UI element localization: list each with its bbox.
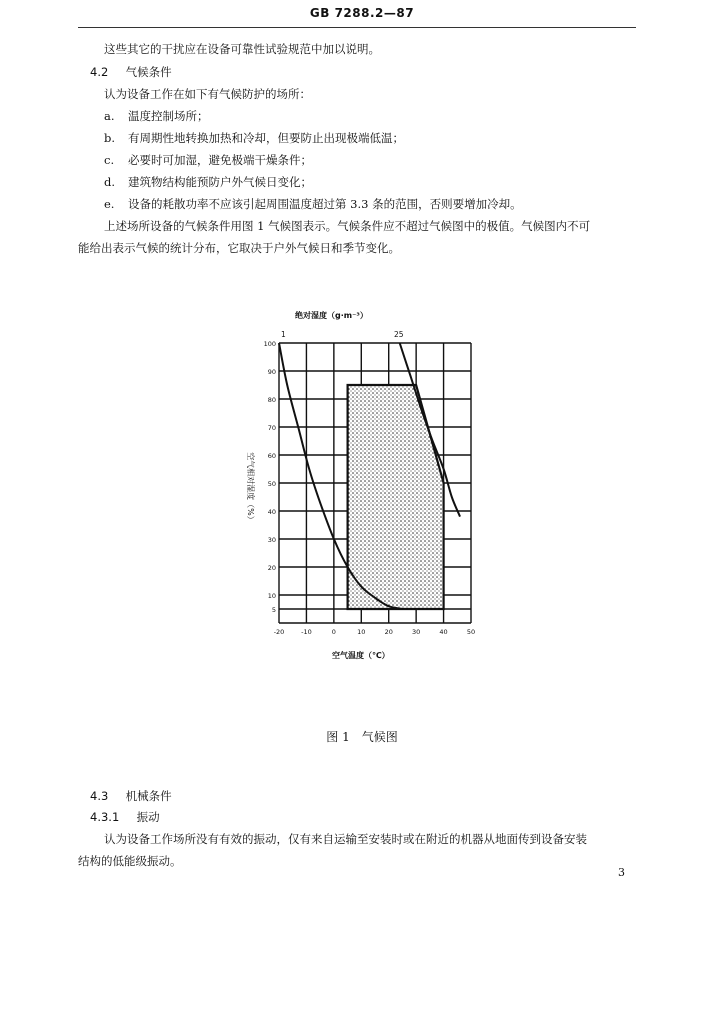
x-tick-label: -10 — [301, 628, 312, 636]
y-tick-label: 90 — [267, 368, 276, 376]
permitted-climate-region — [348, 385, 444, 609]
paragraph-line: 能给出表示气候的统计分布，它取决于户外气候日和季节变化。 — [78, 241, 400, 255]
y-tick-labels — [264, 340, 276, 614]
section-title: 气候条件 — [125, 65, 172, 79]
x-tick-label: -20 — [273, 628, 285, 636]
page-number: 3 — [618, 866, 625, 879]
section-number: 4.3.1 — [90, 810, 120, 824]
curve-label-1: 1 — [281, 330, 286, 339]
section-title: 机械条件 — [125, 789, 172, 803]
intro-line: 这些其它的干扰应在设备可靠性试验规范中加以说明。 — [104, 42, 380, 56]
section-title: 振动 — [136, 810, 160, 824]
list-text: 设备的耗散功率不应该引起周围温度超过第 3.3 条的范围，否则要增加冷却。 — [128, 197, 522, 211]
y-tick-label: 5 — [271, 606, 276, 614]
y-tick-label: 70 — [267, 424, 276, 432]
lead-line: 认为设备工作在如下有气候防护的场所： — [104, 87, 311, 101]
y-tick-label: 100 — [263, 340, 276, 348]
y-tick-label: 50 — [267, 480, 276, 488]
y-tick-label: 60 — [267, 452, 276, 460]
x-tick-label: 40 — [439, 628, 448, 636]
paragraph-line: 上述场所设备的气候条件用图 1 气候图表示。气候条件应不超过气候图中的极值。气候图内不可 — [104, 219, 591, 233]
list-marker: d. — [104, 175, 116, 189]
y-tick-label: 20 — [267, 564, 276, 572]
list-text: 有周期性地转换加热和冷却，但要防止出现极端低温； — [128, 131, 404, 145]
x-tick-label: 10 — [357, 628, 366, 636]
list-marker: a. — [104, 109, 115, 123]
document-header: GB 7288.2—87 — [309, 6, 415, 20]
x-tick-labels — [274, 628, 475, 636]
y-tick-label: 40 — [267, 508, 276, 516]
curve-label-25: 25 — [394, 330, 404, 339]
list-text: 温度控制场所； — [128, 109, 209, 123]
section-heading-4-3 — [90, 788, 172, 804]
x-tick-label: 30 — [412, 628, 421, 636]
y-tick-label: 80 — [267, 396, 276, 404]
list-marker: e. — [104, 197, 115, 211]
section-heading-4-3-1 — [90, 809, 160, 825]
x-axis-label: 空气温度（℃） — [332, 651, 390, 660]
x-tick-label: 20 — [384, 628, 393, 636]
section-number: 4.2 — [90, 65, 109, 79]
y-tick-label: 30 — [267, 536, 276, 544]
y-axis-label: 空气相对湿度（%） — [246, 452, 255, 524]
figure-caption: 图 1 气候图 — [326, 730, 398, 744]
section-number: 4.3 — [90, 789, 109, 803]
top-axis-label: 绝对湿度（g·m⁻³） — [295, 311, 368, 320]
list-text: 必要时可加湿，避免极端干燥条件； — [128, 153, 312, 167]
list-marker: c. — [104, 153, 115, 167]
y-tick-label: 10 — [267, 592, 276, 600]
x-tick-label: 0 — [331, 628, 336, 636]
list-text: 建筑物结构能预防户外气候日变化； — [128, 175, 312, 189]
paragraph-line: 认为设备工作场所没有有效的振动，仅有来自运输至安装时或在附近的机器从地面传到设备安装 — [104, 832, 587, 846]
list-marker: b. — [104, 131, 116, 145]
x-tick-label: 50 — [466, 628, 476, 636]
paragraph-line: 结构的低能级振动。 — [78, 854, 182, 868]
